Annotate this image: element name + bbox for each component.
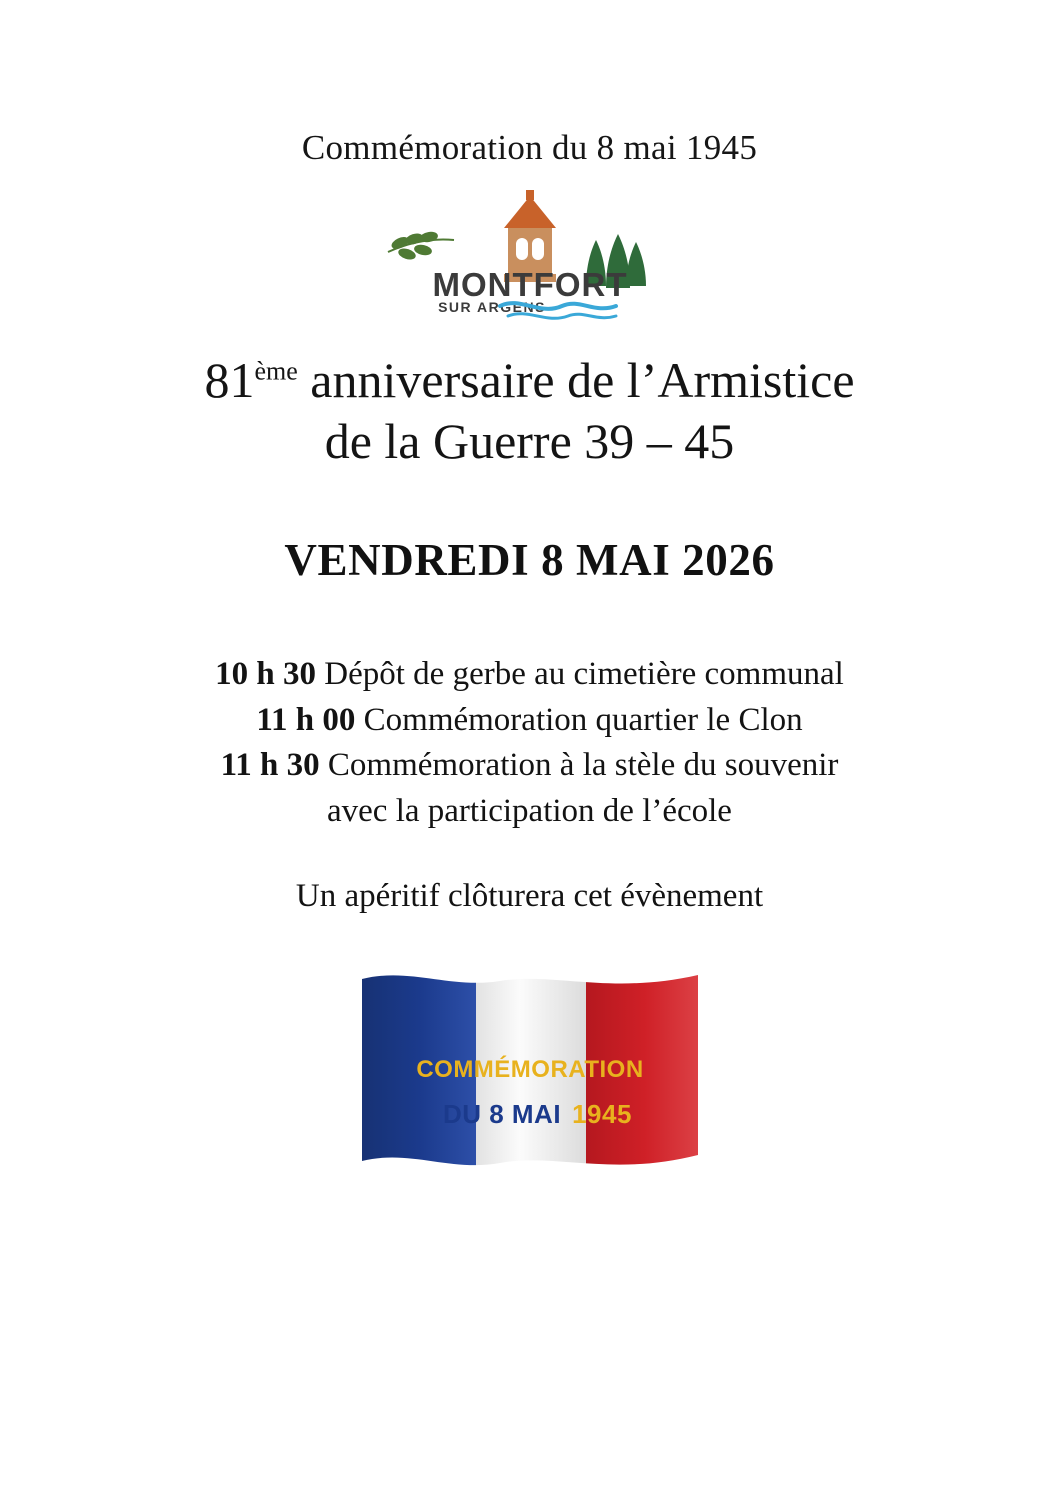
schedule-list bbox=[215, 652, 844, 834]
schedule-text: Commémoration quartier le Clon bbox=[363, 701, 803, 738]
flag-caption-line2-part1: DU 8 MAI bbox=[442, 1099, 561, 1130]
event-title bbox=[204, 350, 854, 472]
flag-caption-line2-part2: 1945 bbox=[571, 1099, 632, 1130]
schedule-text: Commémoration à la stèle du souvenir bbox=[327, 747, 839, 784]
schedule-text: Dépôt de gerbe au cimetière communal bbox=[324, 656, 844, 692]
title-line1: 81ème anniversaire de l’Armistice bbox=[204, 352, 855, 408]
list-item bbox=[215, 698, 844, 744]
page-title: Commémoration du 8 mai 1945 bbox=[301, 128, 758, 167]
french-flag-commemoration bbox=[350, 965, 710, 1193]
schedule-continuation: avec la participation de l’école bbox=[327, 792, 732, 829]
title-line2: de la Guerre 39 – 45 bbox=[324, 413, 735, 469]
logo-town-subtitle: SUR ARGENS bbox=[437, 299, 546, 315]
list-item bbox=[215, 743, 844, 789]
logo-town-name: MONTFORT bbox=[432, 266, 627, 303]
schedule-time: 11 h 00 bbox=[256, 701, 364, 738]
event-date: VENDREDI 8 MAI 2026 bbox=[284, 535, 775, 585]
list-item bbox=[215, 652, 844, 698]
olive-branch-icon bbox=[388, 232, 454, 261]
montfort-sur-argens-logo bbox=[380, 190, 680, 322]
schedule-time: 11 h 30 bbox=[220, 747, 328, 784]
closing-note: Un apéritif clôturera cet évènement bbox=[295, 878, 764, 915]
schedule-time: 10 h 30 bbox=[215, 656, 325, 692]
flag-caption-line1: COMMÉMORATION bbox=[415, 1056, 644, 1084]
